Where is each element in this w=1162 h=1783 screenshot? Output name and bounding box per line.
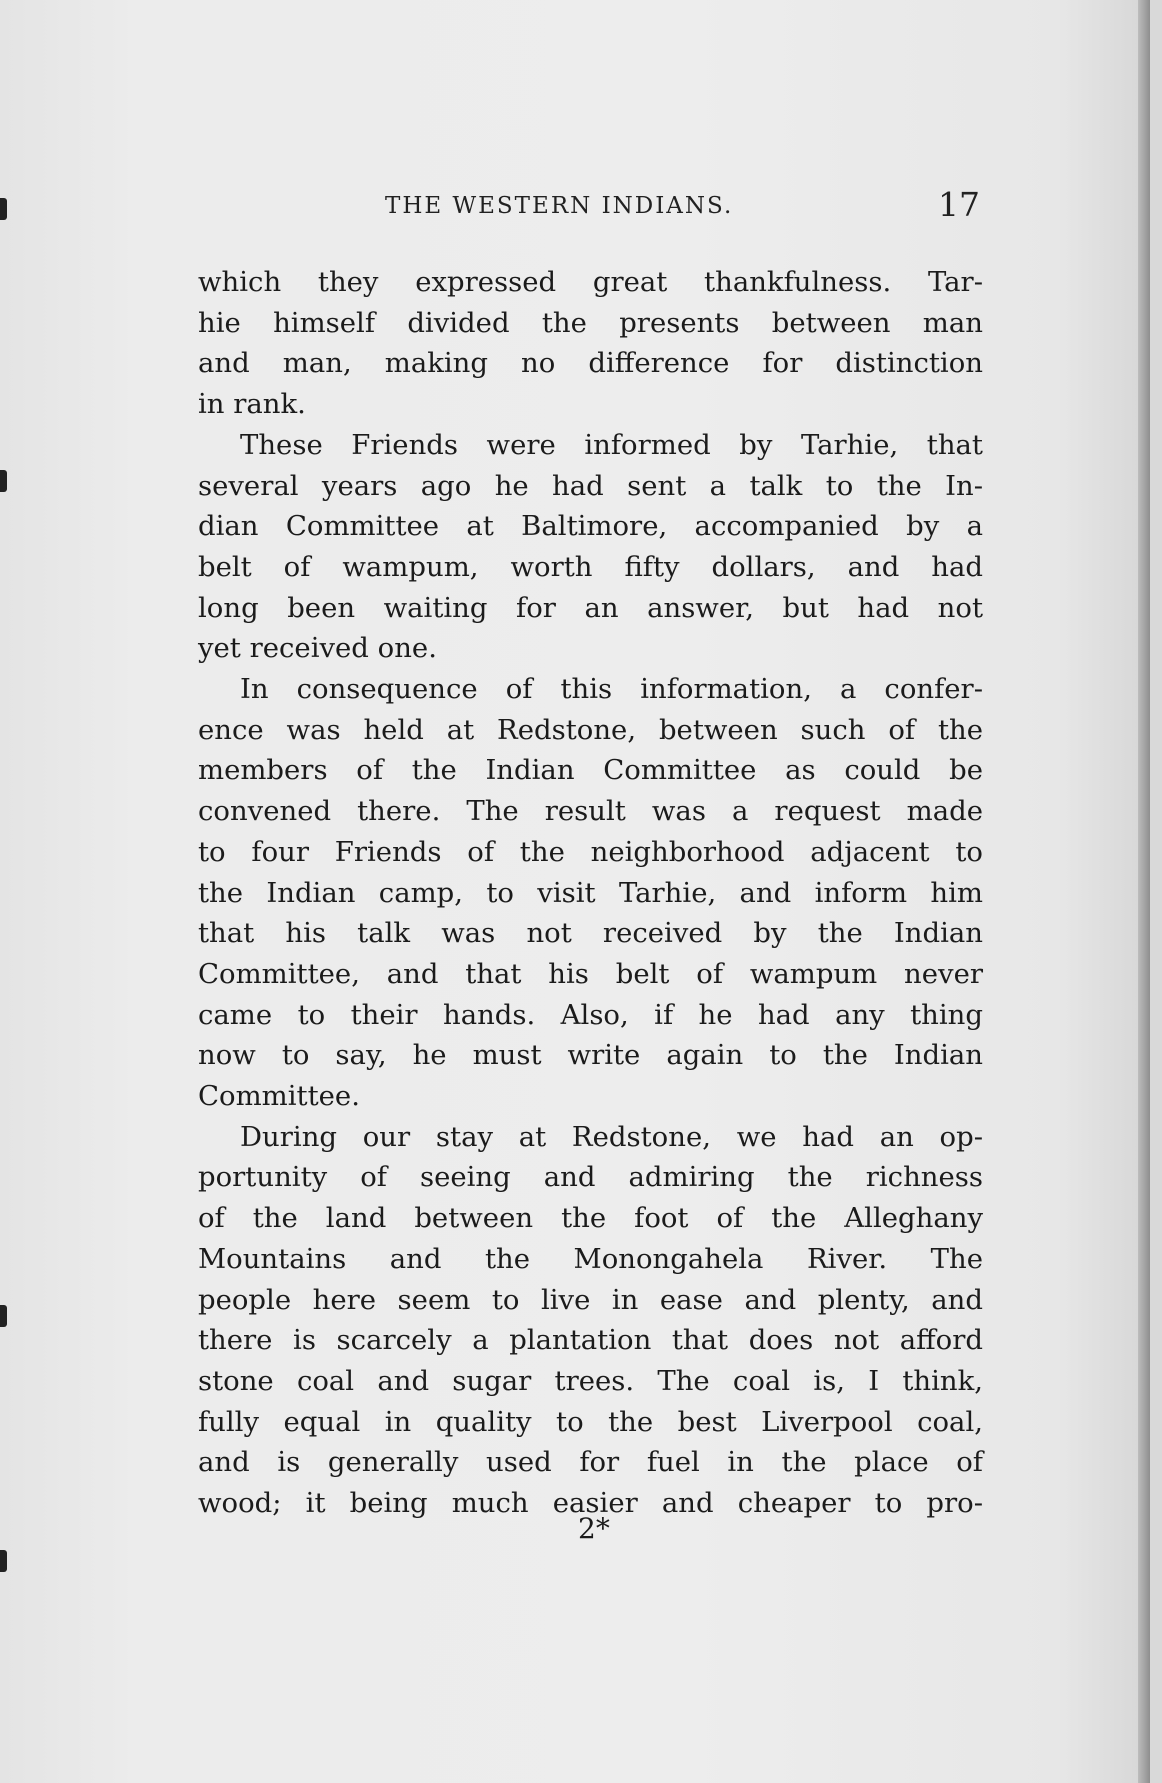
text-line: wood; it being much easier and cheaper to pro- <box>198 1487 983 1520</box>
text-line: portunity of seeing and admiring the richness <box>198 1161 983 1194</box>
text-line: hie himself divided the presents between man <box>198 306 983 339</box>
text-line: fully equal in quality to the best Liverpool coal, <box>198 1405 983 1438</box>
page-edge <box>1138 0 1150 1783</box>
page-number: 17 <box>938 185 980 224</box>
text-line: the Indian camp, to visit Tarhie, and inform him <box>198 876 983 909</box>
text-line: people here seem to live in ease and plenty, and <box>198 1283 983 1316</box>
text-line: Committee. <box>198 1080 360 1113</box>
text-line: convened there. The result was a request made <box>198 795 983 828</box>
text-line: there is scarcely a plantation that does not afford <box>198 1324 983 1357</box>
text-line: and is generally used for fuel in the place of <box>198 1446 983 1479</box>
text-line: of the land between the foot of the Alleghany <box>198 1202 983 1235</box>
text-line: In consequence of this information, a confer- <box>240 673 983 706</box>
text-line: stone coal and sugar trees. The coal is, I think, <box>198 1364 983 1397</box>
text-line: long been waiting for an answer, but had not <box>198 591 983 624</box>
text-line: several years ago he had sent a talk to the In- <box>198 469 983 502</box>
binding-mark <box>0 198 7 220</box>
text-line: came to their hands. Also, if he had any thing <box>198 998 983 1031</box>
text-line: which they expressed great thankfulness. Tar- <box>198 266 983 298</box>
text-line: to four Friends of the neighborhood adjacent to <box>198 835 983 868</box>
text-line: that his talk was not received by the Indian <box>198 917 983 950</box>
running-head: THE WESTERN INDIANS. <box>385 193 734 219</box>
text-line: Mountains and the Monongahela River. The <box>198 1242 983 1275</box>
text-line: These Friends were informed by Tarhie, that <box>240 428 983 461</box>
binding-mark <box>0 1305 7 1327</box>
signature-mark: 2* <box>578 1512 610 1545</box>
text-line: During our stay at Redstone, we had an op- <box>240 1120 983 1153</box>
page-header <box>200 185 980 225</box>
text-line: members of the Indian Committee as could be <box>198 754 983 787</box>
text-line: and man, making no difference for distinction <box>198 347 983 380</box>
text-line: in rank. <box>198 388 306 421</box>
body-text <box>198 262 983 1524</box>
text-line: ence was held at Redstone, between such of the <box>198 713 983 746</box>
text-line: belt of wampum, worth fifty dollars, and had <box>198 550 983 583</box>
binding-mark <box>0 470 7 492</box>
text-line: yet received one. <box>198 632 437 665</box>
text-line: now to say, he must write again to the Indian <box>198 1039 983 1072</box>
text-line: dian Committee at Baltimore, accompanied by a <box>198 510 983 543</box>
binding-mark <box>0 1550 7 1572</box>
text-line: Committee, and that his belt of wampum never <box>198 957 983 990</box>
